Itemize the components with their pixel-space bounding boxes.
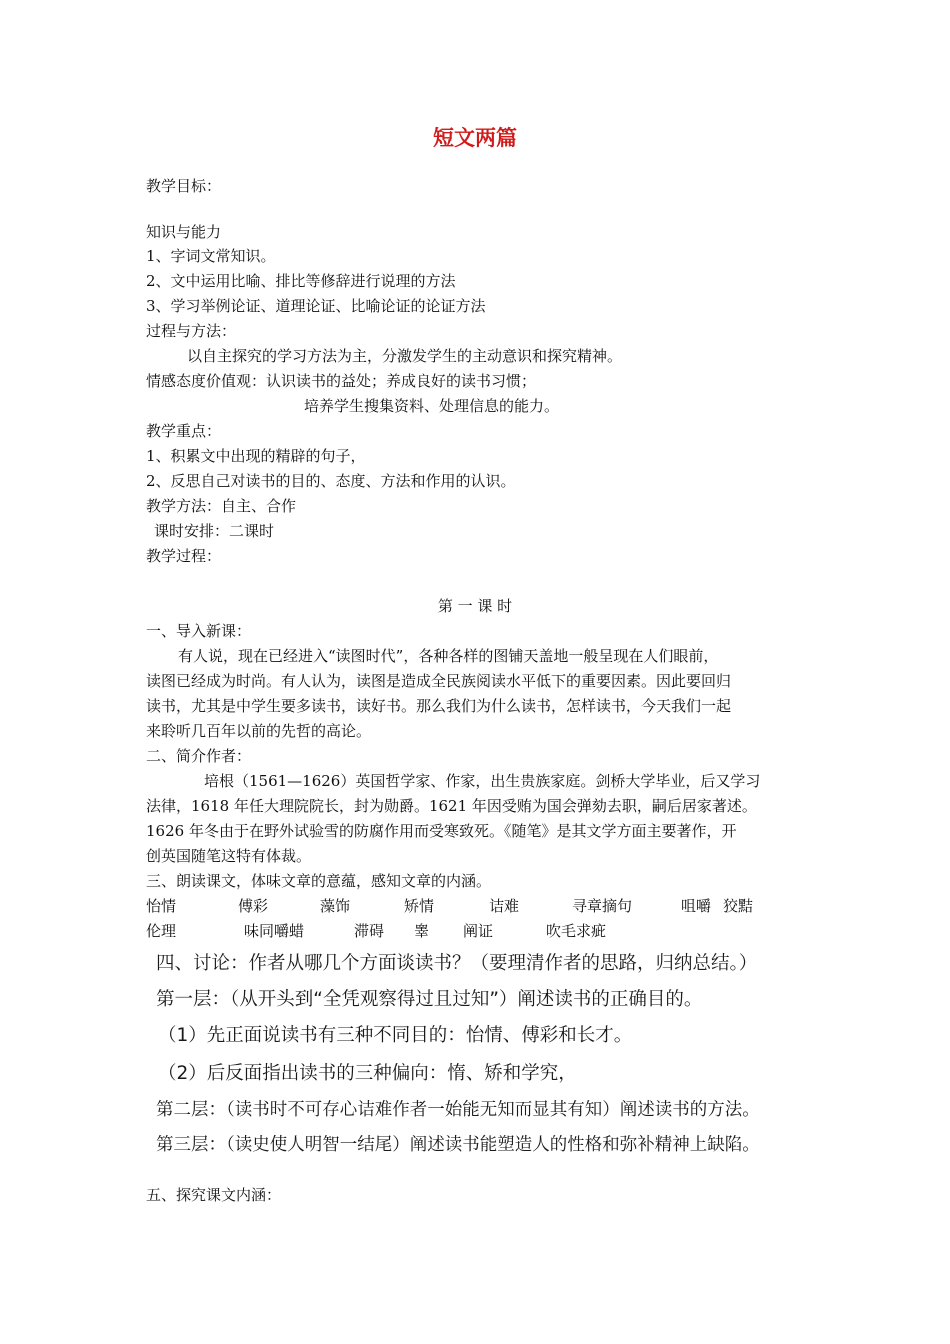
vocab-word: 寻章摘句 bbox=[572, 897, 633, 915]
vocab-word: 咀嚼 bbox=[681, 897, 712, 915]
vocab-row bbox=[0, 921, 950, 941]
vocab-row bbox=[0, 896, 950, 916]
knowledge-item: 2、文中运用比喻、排比等修辞进行说理的方法 bbox=[146, 272, 456, 290]
process-heading: 过程与方法： bbox=[146, 322, 237, 340]
discussion-line: 第三层：（读史使人明智一结尾）阐述读书能塑造人的性格和弥补精神上缺陷。 bbox=[156, 1135, 760, 1155]
document-title: 短文两篇 bbox=[433, 126, 517, 150]
vocab-word: 诘难 bbox=[489, 897, 520, 915]
vocab-word: 滞碍 bbox=[354, 922, 385, 940]
process-label: 教学过程： bbox=[146, 547, 222, 565]
lesson-heading: 第 一 课 时 bbox=[437, 597, 513, 615]
reading-heading: 三、朗读课文，体味文章的意蕴，感知文章的内涵。 bbox=[146, 872, 492, 890]
intro-line: 读书，尤其是中学生要多读书，读好书。那么我们为什么读书，怎样读书，今天我们一起 bbox=[146, 697, 732, 715]
discussion-line: （2）后反面指出读书的三种偏向：惰、矫和学究， bbox=[158, 1063, 577, 1084]
vocab-word: 睾 bbox=[414, 922, 430, 940]
vocab-word: 傅彩 bbox=[238, 897, 269, 915]
knowledge-heading: 知识与能力 bbox=[146, 223, 222, 241]
discussion-line: 第二层：（读书时不可存心诘难作者一始能无知而显其有知）阐述读书的方法。 bbox=[156, 1100, 760, 1120]
schedule: 课时安排：二课时 bbox=[154, 522, 275, 540]
author-line: 培根（1561—1626）英国哲学家、作家，出生贵族家庭。剑桥大学毕业，后又学习 bbox=[204, 772, 761, 790]
teaching-method: 教学方法：自主、合作 bbox=[146, 497, 297, 515]
vocab-word: 阐证 bbox=[463, 922, 494, 940]
vocab-word: 味同嚼蜡 bbox=[244, 922, 305, 940]
intro-heading: 一、导入新课： bbox=[146, 622, 252, 640]
author-line: 1626 年冬由于在野外试验雪的防腐作用而受寒致死。《随笔》是其文学方面主要著作，开 bbox=[146, 822, 737, 840]
author-line: 法律，1618 年任大理院院长，封为勋爵。1621 年因受贿为国会弹劾去职，嗣后居家著述。 bbox=[146, 797, 757, 815]
vocab-word: 伦理 bbox=[146, 922, 177, 940]
explore-heading: 五、探究课文内涵： bbox=[146, 1186, 282, 1204]
discussion-line: 四、讨论：作者从哪几个方面谈读书？（要理清作者的思路，归纳总结。） bbox=[156, 953, 758, 974]
goals-heading: 教学目标： bbox=[146, 177, 222, 195]
vocab-word: 矫情 bbox=[404, 897, 435, 915]
emotion-line: 情感态度价值观：认识读书的益处；养成良好的读书习惯； bbox=[146, 372, 537, 390]
vocab-word: 藻饰 bbox=[320, 897, 351, 915]
discussion-line: （1）先正面说读书有三种不同目的：怡情、傅彩和长才。 bbox=[158, 1025, 633, 1046]
author-heading: 二、简介作者： bbox=[146, 747, 252, 765]
vocab-word: 吹毛求疵 bbox=[546, 922, 607, 940]
intro-line: 来聆听几百年以前的先哲的高论。 bbox=[146, 722, 372, 740]
focus-item: 2、反思自己对读书的目的、态度、方法和作用的认识。 bbox=[146, 472, 516, 490]
vocab-word: 怡情 bbox=[146, 897, 177, 915]
process-text: 以自主探究的学习方法为主，分激发学生的主动意识和探究精神。 bbox=[187, 347, 623, 365]
knowledge-item: 3、学习举例论证、道理论证、比喻论证的论证方法 bbox=[146, 297, 486, 315]
vocab-word: 狡黠 bbox=[723, 897, 754, 915]
focus-item: 1、积累文中出现的精辟的句子， bbox=[146, 447, 366, 465]
knowledge-item: 1、字词文常知识。 bbox=[146, 247, 276, 265]
focus-heading: 教学重点： bbox=[146, 422, 222, 440]
intro-line: 读图已经成为时尚。有人认为，读图是造成全民族阅读水平低下的重要因素。因此要回归 bbox=[146, 672, 732, 690]
emotion-line: 培养学生搜集资料、处理信息的能力。 bbox=[304, 397, 560, 415]
intro-line: 有人说，现在已经进入“读图时代”，各种各样的图铺天盖地一般呈现在人们眼前， bbox=[178, 647, 719, 665]
discussion-line: 第一层：（从开头到“全凭观察得过且过知”）阐述读书的正确目的。 bbox=[156, 989, 703, 1010]
author-line: 创英国随笔这特有体裁。 bbox=[146, 847, 312, 865]
